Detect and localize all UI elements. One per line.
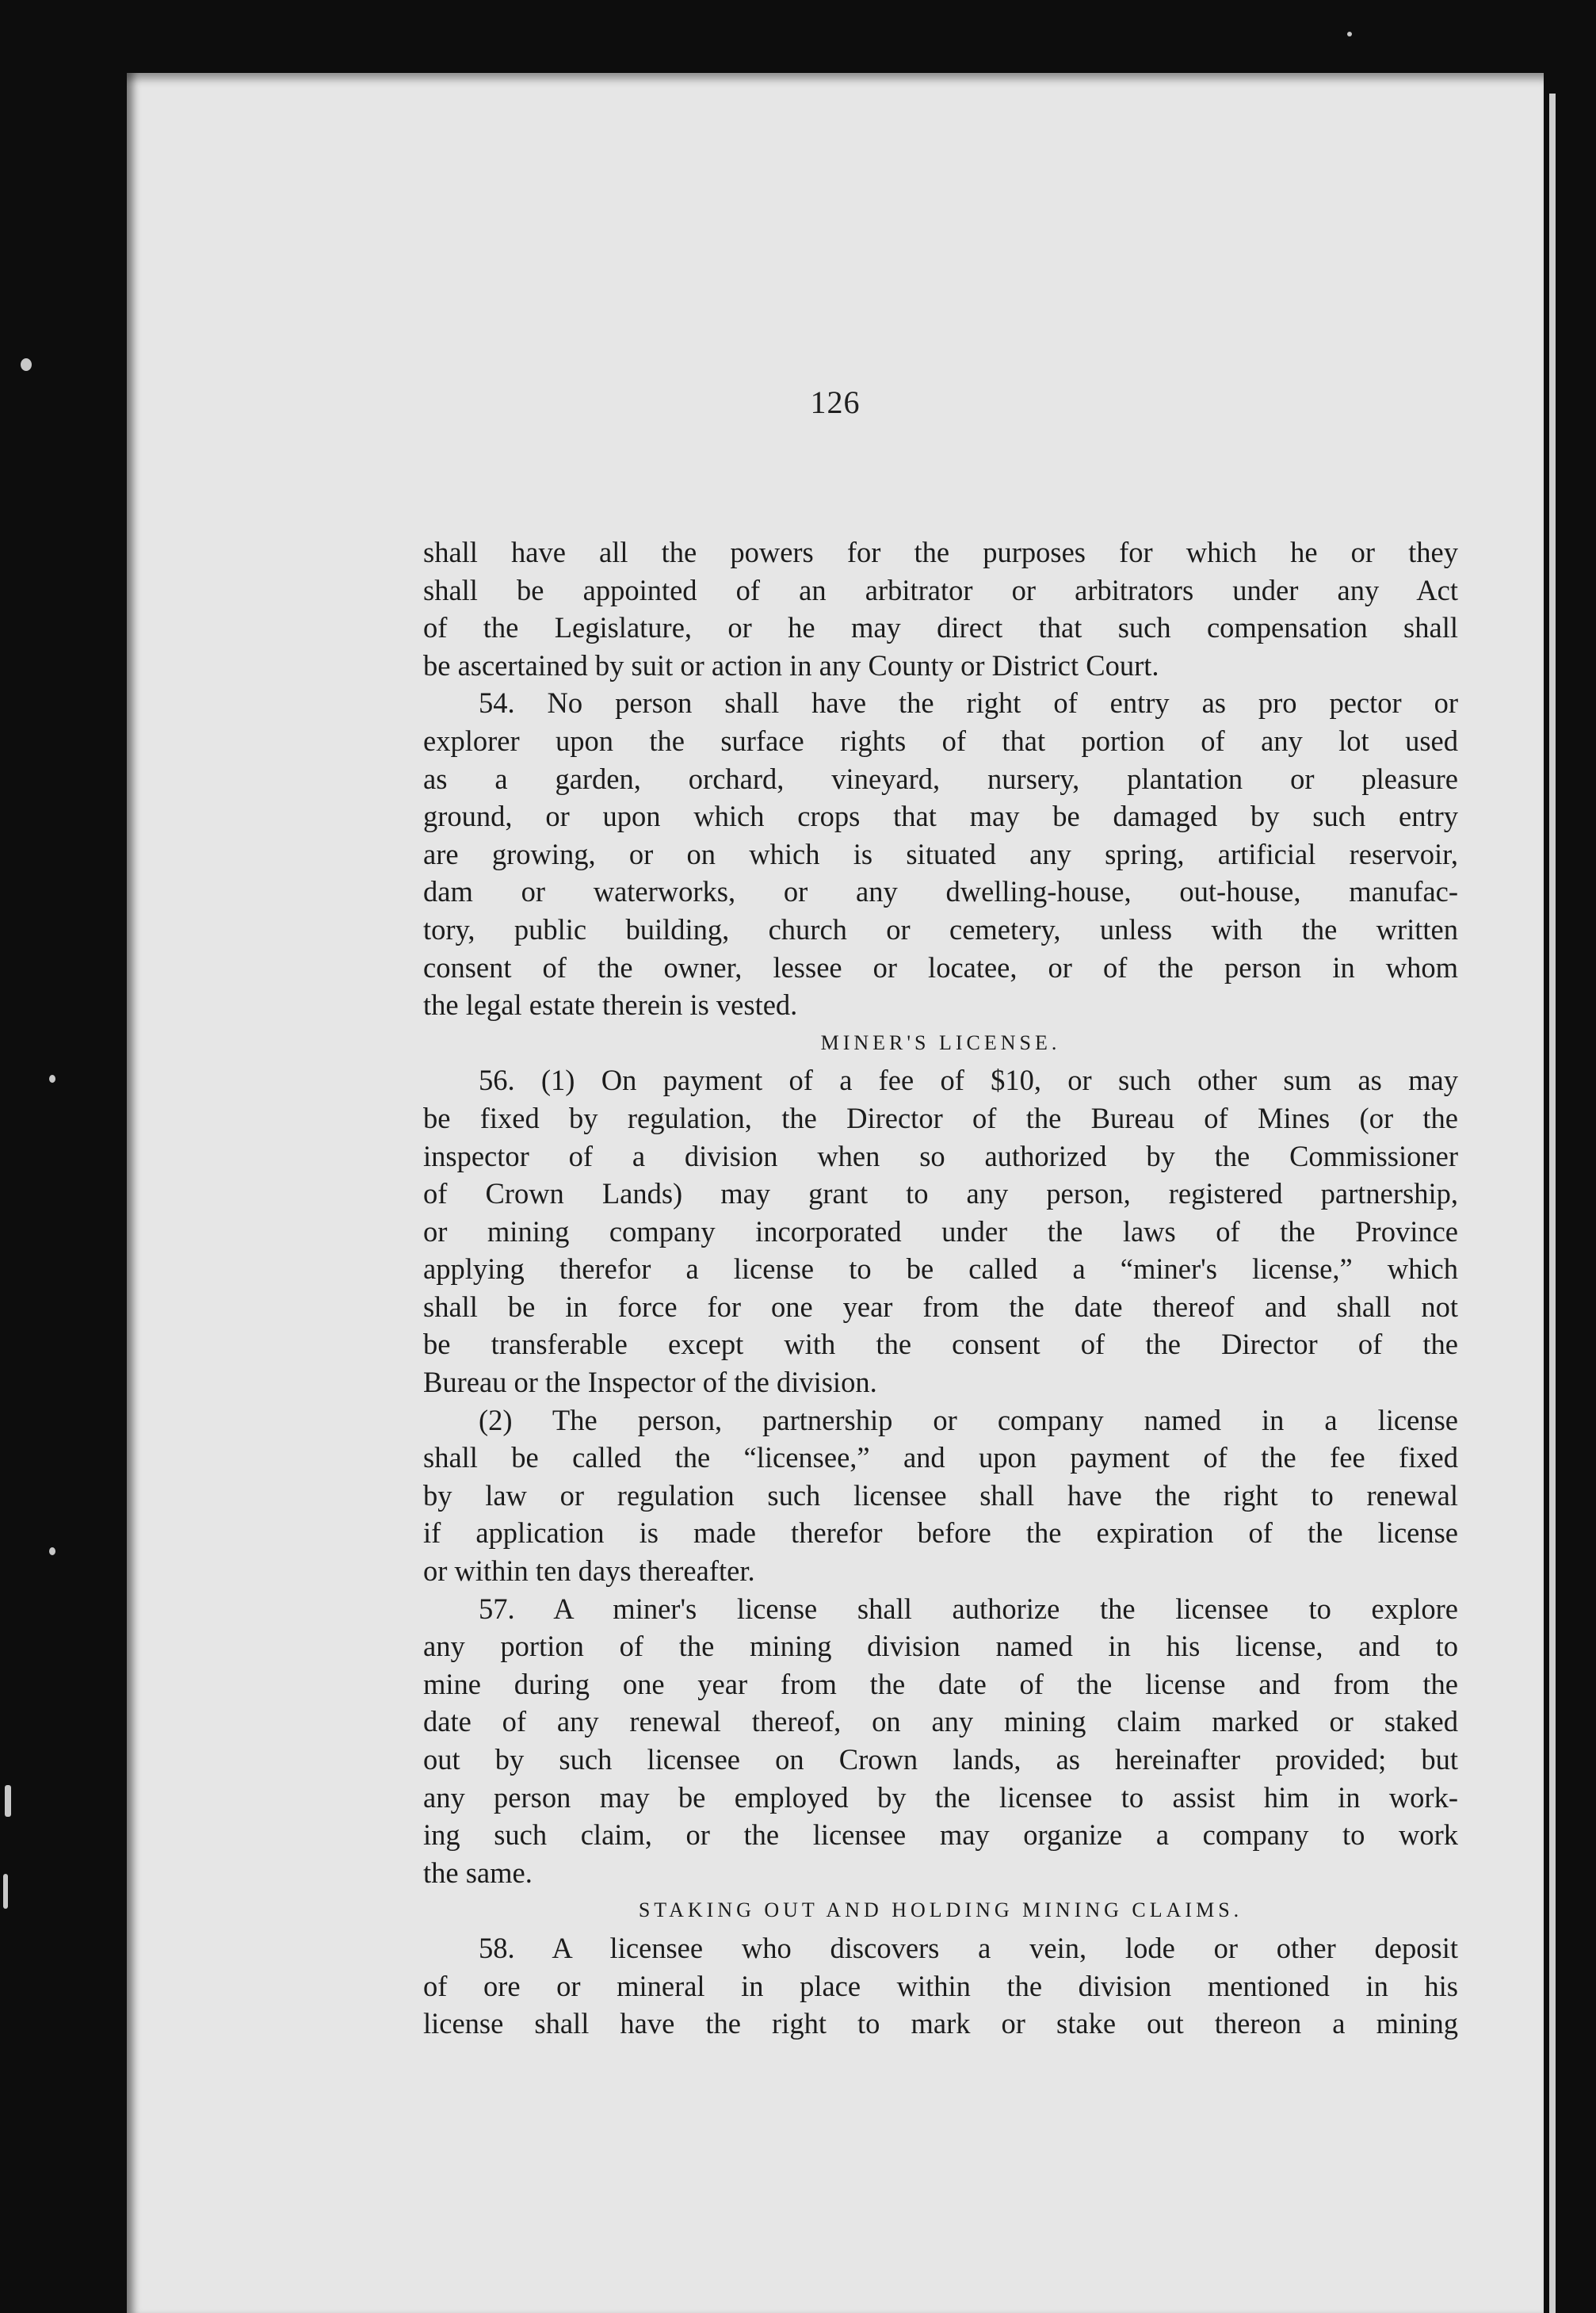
text-line: the legal estate therein is vested.: [423, 988, 798, 1022]
text-line: be fixed by regulation, the Director of the Bureau of Mines (or the: [423, 1101, 1458, 1134]
body-text: [423, 533, 1458, 2043]
scan-speck: [3, 1874, 8, 1909]
text-line: as a garden, orchard, vineyard, nursery, plantation or pleasure: [423, 762, 1458, 795]
text-line: out by such licensee on Crown lands, as hereinafter provided; but: [423, 1743, 1458, 1776]
subsection-2-start: (2) The person, partnership or company named in a license: [479, 1403, 1458, 1436]
text-line: if application is made therefor before the expiration of the license: [423, 1516, 1458, 1550]
text-line: explorer upon the surface rights of that portion of any lot used: [423, 724, 1458, 757]
text-line: consent of the owner, lessee or locatee, or of the person in whom: [423, 950, 1458, 984]
section-58-start: 58. A licensee who discovers a vein, lode or other deposit: [479, 1931, 1458, 1964]
text-line: shall be in force for one year from the date thereof and shall not: [423, 1290, 1458, 1323]
text-line: any person may be employed by the licensee to assist him in work-: [423, 1780, 1458, 1814]
text-line: tory, public building, church or cemetery, unless with the written: [423, 912, 1458, 946]
scan-speck: [49, 1075, 55, 1083]
text-line: by law or regulation such licensee shall have the right to renewal: [423, 1478, 1458, 1512]
section-56-start: 56. (1) On payment of a fee of $10, or such other sum as may: [479, 1064, 1458, 1097]
text-line: Bureau or the Inspector of the division.: [423, 1366, 877, 1399]
text-line: any portion of the mining division named in his license, and to: [423, 1630, 1458, 1663]
text-line: or mining company incorporated under the laws of the Province: [423, 1214, 1458, 1248]
section-heading-staking-out: STAKING OUT AND HOLDING MINING CLAIMS.: [638, 1898, 1243, 1922]
text-line: be transferable except with the consent of the Director of the: [423, 1328, 1458, 1361]
section-54-start: 54. No person shall have the right of entry as pro pector or: [479, 686, 1458, 720]
text-line: of the Legislature, or he may direct that such compensation shall: [423, 611, 1458, 644]
text-line: license shall have the right to mark or stake out thereon a mining: [423, 2007, 1458, 2040]
text-line: are growing, or on which is situated any spring, artificial reservoir,: [423, 837, 1458, 870]
scan-speck: [21, 358, 32, 371]
section-57-start: 57. A miner's license shall authorize the licensee to explore: [479, 1592, 1458, 1625]
text-line: the same.: [423, 1856, 533, 1889]
text-line: shall have all the powers for the purposes for which he or they: [423, 536, 1458, 568]
text-line: of Crown Lands) may grant to any person, registered partnership,: [423, 1177, 1458, 1210]
text-line: dam or waterworks, or any dwelling-house, out-house, manufac-: [423, 875, 1458, 908]
text-line: date of any renewal thereof, on any mining claim marked or staked: [423, 1705, 1458, 1738]
text-line: or within ten days thereafter.: [423, 1554, 755, 1588]
text-line: be ascertained by suit or action in any County or District Court.: [423, 648, 1159, 682]
section-heading-miners-license: MINER'S LICENSE.: [820, 1030, 1061, 1054]
scan-speck: [5, 1785, 11, 1817]
scan-speck: [49, 1547, 55, 1555]
text-line: applying therefor a license to be called a “miner's license,” which: [423, 1252, 1458, 1286]
scan-speck: [1347, 32, 1352, 36]
text-line: mine during one year from the date of the license and from the: [423, 1667, 1458, 1700]
text-line: shall be called the “licensee,” and upon payment of the fee fixed: [423, 1441, 1458, 1474]
text-line: ground, or upon which crops that may be damaged by such entry: [423, 800, 1458, 833]
page-number: 126: [810, 384, 861, 420]
scanned-page: [127, 73, 1544, 2313]
text-line: of ore or mineral in place within the division mentioned in his: [423, 1969, 1458, 2002]
adjacent-page-edge: [1549, 94, 1556, 2313]
text-line: inspector of a division when so authorized by the Commissioner: [423, 1139, 1458, 1172]
text-line: shall be appointed of an arbitrator or arbitrators under any Act: [423, 573, 1458, 606]
text-line: ing such claim, or the licensee may organize a company to work: [423, 1818, 1458, 1852]
